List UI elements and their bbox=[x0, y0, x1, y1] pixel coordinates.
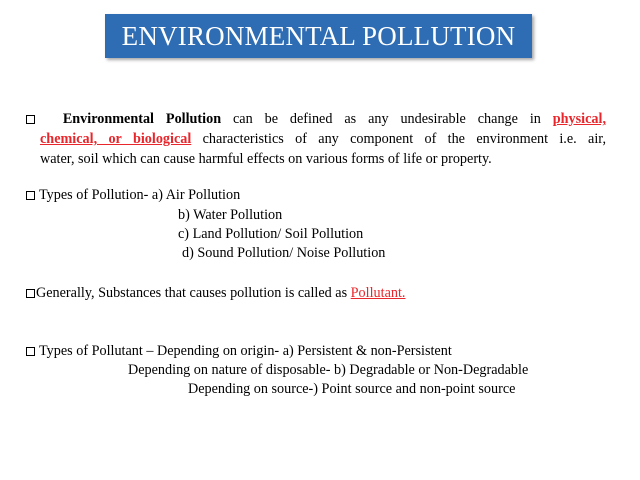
definition-text-after-2: water, soil which can cause harmful effects on various forms of life or property. bbox=[40, 151, 492, 167]
definition-text-before: can be defined as any undesirable change in bbox=[233, 111, 541, 127]
pollution-type-c: c) Land Pollution/ Soil Pollution bbox=[178, 226, 364, 242]
types-of-pollution-lead: Types of Pollution- bbox=[39, 187, 149, 203]
types-of-pollutant-line-2: Depending on nature of disposable- b) Degradable or Non-Degradable bbox=[128, 362, 529, 378]
pollution-type-a: a) Air Pollution bbox=[151, 187, 241, 203]
definition-paragraph bbox=[26, 109, 606, 169]
checkbox-bullet-icon bbox=[26, 115, 35, 124]
checkbox-bullet-icon bbox=[26, 347, 35, 356]
definition-line-2 bbox=[26, 129, 606, 149]
types-of-pollutant-lead: Types of Pollutant – Depending on origin- bbox=[39, 343, 280, 359]
pollutant-line bbox=[26, 283, 405, 303]
definition-text-after-1: characteristics of any component of the environment i.e. air, bbox=[202, 131, 606, 147]
definition-line-3 bbox=[26, 149, 606, 169]
slide-title: ENVIRONMENTAL POLLUTION bbox=[121, 20, 516, 51]
pollution-type-b: b) Water Pollution bbox=[178, 207, 283, 223]
pollution-type-d: d) Sound Pollution/ Noise Pollution bbox=[182, 245, 386, 261]
highlight-physical: physical, bbox=[552, 111, 606, 127]
pollutant-text: Generally, Substances that causes pollution is called as bbox=[36, 285, 348, 301]
types-of-pollutant-line-3: Depending on source-) Point source and non-point source bbox=[188, 381, 516, 397]
pollutant-highlight: Pollutant. bbox=[350, 285, 406, 301]
definition-term: Environmental Pollution bbox=[62, 111, 222, 127]
highlight-chemical-biological: chemical, or biological bbox=[40, 131, 192, 147]
definition-line-1 bbox=[26, 109, 606, 129]
checkbox-bullet-icon bbox=[26, 191, 35, 200]
types-of-pollution-line bbox=[26, 185, 240, 205]
pollutant-type-a: a) Persistent & non-Persistent bbox=[282, 343, 452, 359]
types-of-pollutant-line-1 bbox=[26, 341, 452, 361]
title-banner bbox=[105, 14, 532, 58]
checkbox-bullet-icon bbox=[26, 289, 35, 298]
